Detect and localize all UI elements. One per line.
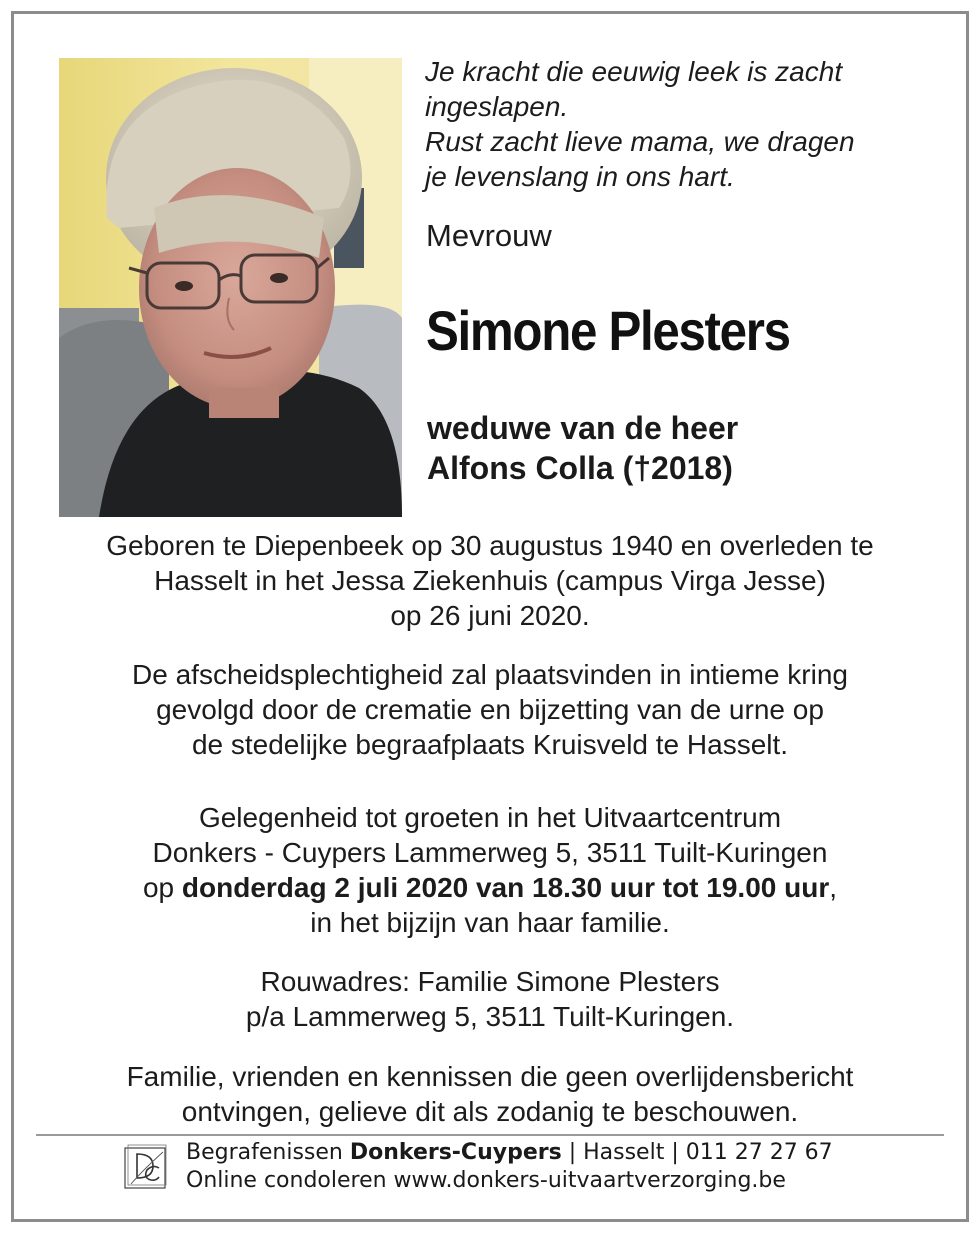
footer	[186, 1139, 833, 1195]
footer-contact: | Hasselt | 011 27 27 67	[561, 1140, 833, 1165]
mourning-address	[40, 964, 940, 1034]
widow-note	[427, 408, 738, 488]
birth-death-paragraph	[40, 528, 940, 633]
footer-company-line	[186, 1139, 833, 1167]
footer-prefix: Begrafenissen	[186, 1140, 350, 1165]
paragraph-line: De afscheidsplechtigheid zal plaatsvinden in intieme kring	[132, 659, 848, 690]
memorial-quote	[425, 54, 935, 194]
paragraph-line: de stedelijke begraafplaats Kruisveld te Hasselt.	[191, 729, 789, 760]
visitation-date-line	[40, 870, 940, 905]
deceased-name: Simone Plesters	[426, 299, 790, 362]
quote-line: Rust zacht lieve mama, we dragen	[425, 126, 855, 157]
widow-line: weduwe van de heer	[427, 410, 739, 446]
paragraph-line: Gelegenheid tot groeten in het Uitvaartcentrum	[198, 802, 782, 833]
date-prefix: op	[142, 872, 182, 903]
paragraph-line: Hasselt in het Jessa Ziekenhuis (campus Virga Jesse)	[154, 565, 826, 596]
quote-line: je levenslang in ons hart.	[425, 161, 735, 192]
paragraph-line: Donkers - Cuypers Lammerweg 5, 3511 Tuilt-Kuringen	[152, 837, 828, 868]
notice-paragraph	[40, 1059, 940, 1129]
quote-line: ingeslapen.	[425, 91, 569, 122]
paragraph-line: in het bijzijn van haar familie.	[310, 907, 670, 938]
paragraph-line: op 26 juni 2020.	[390, 600, 590, 631]
company-name: Donkers-Cuypers	[349, 1140, 562, 1165]
visitation-datetime: donderdag 2 juli 2020 van 18.30 uur tot 19.00 uur	[181, 872, 830, 903]
portrait-photo	[59, 58, 402, 517]
quote-line: Je kracht die eeuwig leek is zacht	[425, 56, 843, 87]
visitation-paragraph	[40, 800, 940, 940]
paragraph-line: Familie, vrienden en kennissen die geen overlijdensbericht	[126, 1061, 854, 1092]
footer-website-line: Online condoleren www.donkers-uitvaartverzorging.be	[186, 1168, 786, 1193]
paragraph-line: Geboren te Diepenbeek op 30 augustus 1940 en overleden te	[106, 530, 874, 561]
dc-monogram-icon	[123, 1144, 169, 1190]
paragraph-line: Rouwadres: Familie Simone Plesters	[260, 966, 720, 997]
paragraph-line: p/a Lammerweg 5, 3511 Tuilt-Kuringen.	[245, 1001, 735, 1032]
date-suffix: ,	[829, 872, 838, 903]
widow-line: Alfons Colla (†2018)	[427, 450, 733, 486]
paragraph-line: gevolgd door de crematie en bijzetting van de urne op	[156, 694, 824, 725]
footer-divider	[36, 1134, 944, 1136]
paragraph-line: ontvingen, gelieve dit als zodanig te beschouwen.	[181, 1096, 799, 1127]
salutation: Mevrouw	[426, 218, 552, 253]
ceremony-paragraph	[40, 657, 940, 762]
